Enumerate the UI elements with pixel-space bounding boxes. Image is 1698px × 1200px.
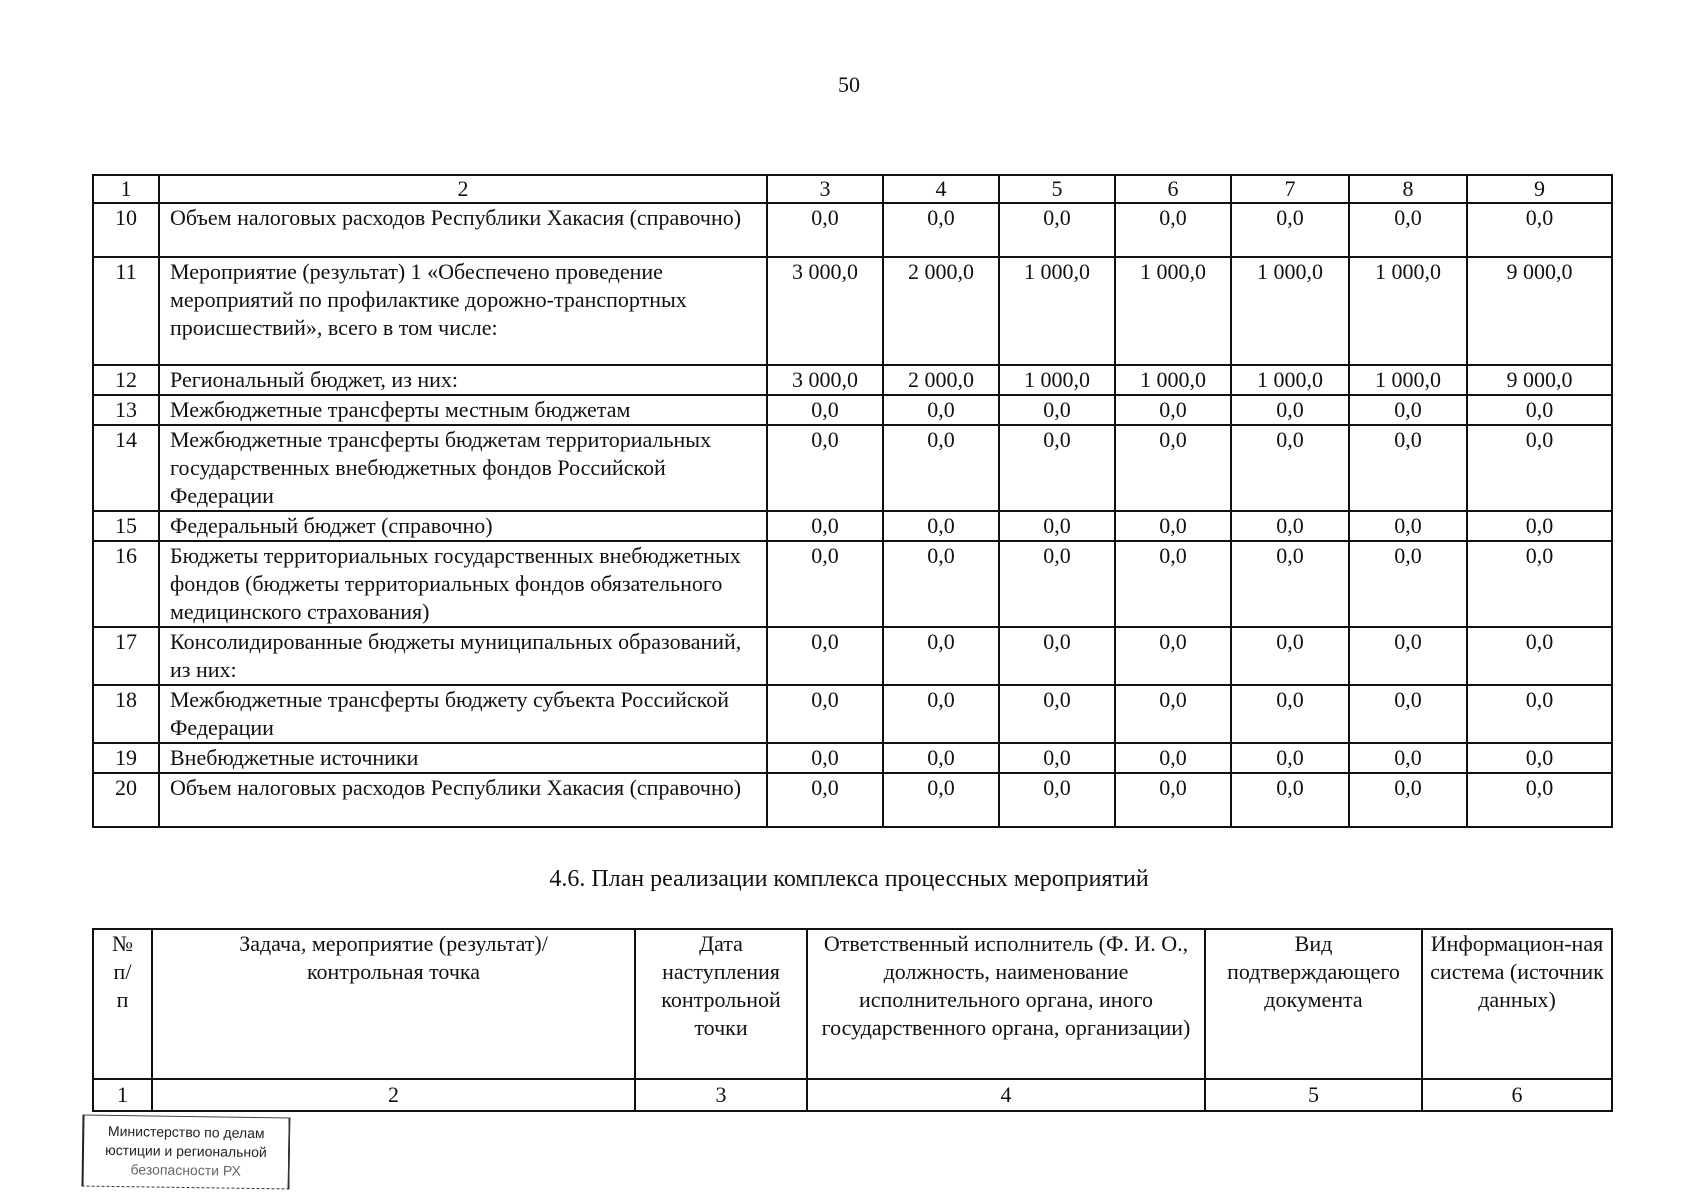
row-value: 0,0 <box>1231 541 1349 627</box>
row-label: Межбюджетные трансферты бюджету субъекта Российской Федерации <box>159 685 767 743</box>
row-number: 16 <box>93 541 159 627</box>
row-value: 0,0 <box>883 511 999 541</box>
header-cell: 5 <box>999 175 1115 203</box>
row-value: 0,0 <box>883 627 999 685</box>
row-value: 1 000,0 <box>1349 365 1467 395</box>
row-value: 0,0 <box>1115 773 1231 827</box>
row-value: 0,0 <box>767 511 883 541</box>
row-value: 0,0 <box>767 627 883 685</box>
row-value: 0,0 <box>1349 627 1467 685</box>
row-value: 3 000,0 <box>767 365 883 395</box>
stamp-line: безопасности РХ <box>130 1161 242 1179</box>
row-value: 0,0 <box>1349 743 1467 773</box>
row-value: 0,0 <box>1467 511 1612 541</box>
row-value: 0,0 <box>767 425 883 511</box>
header-cell: 9 <box>1467 175 1612 203</box>
finance-row <box>93 257 1612 365</box>
row-value: 0,0 <box>999 511 1115 541</box>
row-value: 0,0 <box>999 773 1115 827</box>
row-number: 20 <box>93 773 159 827</box>
row-value: 0,0 <box>767 541 883 627</box>
plan-header-number: № п/п <box>93 929 152 1079</box>
row-value: 0,0 <box>1115 425 1231 511</box>
header-cell: 8 <box>1349 175 1467 203</box>
row-value: 0,0 <box>883 425 999 511</box>
plan-header-document: Вид подтверждающего документа <box>1205 929 1422 1079</box>
row-value: 0,0 <box>1349 395 1467 425</box>
finance-table-body <box>93 175 1612 827</box>
row-value: 2 000,0 <box>883 365 999 395</box>
plan-number-cell: 1 <box>93 1079 152 1111</box>
stamp-line: юстиции и региональной <box>105 1141 267 1161</box>
header-cell: 4 <box>883 175 999 203</box>
row-value: 0,0 <box>1349 425 1467 511</box>
row-label: Объем налоговых расходов Республики Хакасия (справочно) <box>159 203 767 257</box>
plan-number-cell: 2 <box>152 1079 635 1111</box>
row-number: 11 <box>93 257 159 365</box>
row-value: 0,0 <box>999 541 1115 627</box>
row-number: 18 <box>93 685 159 743</box>
row-value: 1 000,0 <box>999 257 1115 365</box>
finance-row <box>93 511 1612 541</box>
plan-header-row <box>93 929 1612 1079</box>
row-value: 0,0 <box>767 685 883 743</box>
row-value: 0,0 <box>1349 511 1467 541</box>
row-number: 13 <box>93 395 159 425</box>
row-value: 0,0 <box>1115 541 1231 627</box>
row-label: Межбюджетные трансферты местным бюджетам <box>159 395 767 425</box>
row-label: Внебюджетные источники <box>159 743 767 773</box>
row-value: 0,0 <box>883 541 999 627</box>
finance-row <box>93 627 1612 685</box>
finance-row <box>93 425 1612 511</box>
row-value: 0,0 <box>1467 425 1612 511</box>
row-number: 15 <box>93 511 159 541</box>
row-value: 0,0 <box>1231 511 1349 541</box>
row-value: 0,0 <box>1115 685 1231 743</box>
row-value: 0,0 <box>1231 627 1349 685</box>
row-value: 0,0 <box>1115 743 1231 773</box>
row-value: 0,0 <box>883 743 999 773</box>
plan-number-cell: 5 <box>1205 1079 1422 1111</box>
row-value: 0,0 <box>1467 773 1612 827</box>
row-value: 0,0 <box>1349 685 1467 743</box>
finance-row <box>93 743 1612 773</box>
row-value: 0,0 <box>1231 203 1349 257</box>
row-label: Объем налоговых расходов Республики Хакасия (справочно) <box>159 773 767 827</box>
row-value: 0,0 <box>767 743 883 773</box>
header-cell: 6 <box>1115 175 1231 203</box>
row-value: 1 000,0 <box>1231 257 1349 365</box>
row-value: 0,0 <box>1115 395 1231 425</box>
row-number: 17 <box>93 627 159 685</box>
plan-header-executor: Ответственный исполнитель (Ф. И. О., должность, наименование исполнительного органа, иного государственного органа, организации) <box>807 929 1205 1079</box>
row-number: 14 <box>93 425 159 511</box>
row-value: 0,0 <box>1349 541 1467 627</box>
row-label: Федеральный бюджет (справочно) <box>159 511 767 541</box>
finance-row <box>93 541 1612 627</box>
finance-row <box>93 203 1612 257</box>
plan-header-date: Дата наступления контрольной точки <box>635 929 807 1079</box>
row-value: 0,0 <box>1467 743 1612 773</box>
row-value: 0,0 <box>1231 425 1349 511</box>
header-cell: 7 <box>1231 175 1349 203</box>
row-value: 0,0 <box>1231 743 1349 773</box>
row-value: 0,0 <box>1231 685 1349 743</box>
row-value: 0,0 <box>883 395 999 425</box>
header-cell: 3 <box>767 175 883 203</box>
section-title: 4.6. План реализации комплекса процессных мероприятий <box>549 866 1149 892</box>
header-cell: 2 <box>159 175 767 203</box>
row-value: 0,0 <box>999 395 1115 425</box>
row-value: 0,0 <box>883 773 999 827</box>
row-value: 0,0 <box>1467 627 1612 685</box>
row-number: 10 <box>93 203 159 257</box>
row-value: 9 000,0 <box>1467 257 1612 365</box>
row-value: 0,0 <box>767 773 883 827</box>
row-value: 0,0 <box>1467 685 1612 743</box>
row-value: 0,0 <box>1349 773 1467 827</box>
row-value: 0,0 <box>1231 773 1349 827</box>
row-number: 19 <box>93 743 159 773</box>
row-value: 0,0 <box>767 395 883 425</box>
plan-number-cell: 6 <box>1422 1079 1612 1111</box>
plan-number-cell: 3 <box>635 1079 807 1111</box>
finance-row <box>93 685 1612 743</box>
row-value: 3 000,0 <box>767 257 883 365</box>
page-number: 50 <box>838 72 860 97</box>
row-label: Мероприятие (результат) 1 «Обеспечено проведение мероприятий по профилактике дорожно-транспортных происшествий», всего в том числе: <box>159 257 767 365</box>
finance-row <box>93 365 1612 395</box>
row-value: 9 000,0 <box>1467 365 1612 395</box>
row-value: 0,0 <box>1115 511 1231 541</box>
plan-table <box>92 928 1613 1112</box>
row-value: 0,0 <box>1349 203 1467 257</box>
finance-table <box>92 174 1613 828</box>
row-value: 0,0 <box>883 685 999 743</box>
row-value: 1 000,0 <box>999 365 1115 395</box>
row-number: 12 <box>93 365 159 395</box>
row-value: 1 000,0 <box>1115 365 1231 395</box>
row-value: 0,0 <box>1115 627 1231 685</box>
row-value: 0,0 <box>999 743 1115 773</box>
row-label: Межбюджетные трансферты бюджетам территориальных государственных внебюджетных фондов Российской Федерации <box>159 425 767 511</box>
row-value: 0,0 <box>1115 203 1231 257</box>
plan-number-row <box>93 1079 1612 1111</box>
finance-row <box>93 773 1612 827</box>
row-value: 0,0 <box>999 685 1115 743</box>
row-value: 0,0 <box>767 203 883 257</box>
plan-header-task: Задача, мероприятие (результат)/ контрольная точка <box>152 929 635 1079</box>
row-value: 0,0 <box>999 203 1115 257</box>
row-value: 0,0 <box>1467 541 1612 627</box>
plan-header-system: Информацион-ная система (источник данных) <box>1422 929 1612 1079</box>
row-value: 0,0 <box>1231 395 1349 425</box>
finance-row <box>93 395 1612 425</box>
row-value: 0,0 <box>1467 203 1612 257</box>
row-value: 1 000,0 <box>1231 365 1349 395</box>
row-value: 0,0 <box>999 627 1115 685</box>
row-label: Консолидированные бюджеты муниципальных образований, из них: <box>159 627 767 685</box>
row-value: 1 000,0 <box>1349 257 1467 365</box>
row-label: Бюджеты территориальных государственных внебюджетных фондов (бюджеты территориальных фондов обязательного медицинского страхования) <box>159 541 767 627</box>
finance-header-row <box>93 175 1612 203</box>
row-value: 0,0 <box>883 203 999 257</box>
row-label: Региональный бюджет, из них: <box>159 365 767 395</box>
row-value: 0,0 <box>1467 395 1612 425</box>
row-value: 2 000,0 <box>883 257 999 365</box>
ministry-stamp <box>82 1115 291 1190</box>
header-cell: 1 <box>93 175 159 203</box>
plan-number-cell: 4 <box>807 1079 1205 1111</box>
row-value: 0,0 <box>999 425 1115 511</box>
stamp-line: Министерство по делам <box>107 1122 265 1142</box>
row-value: 1 000,0 <box>1115 257 1231 365</box>
